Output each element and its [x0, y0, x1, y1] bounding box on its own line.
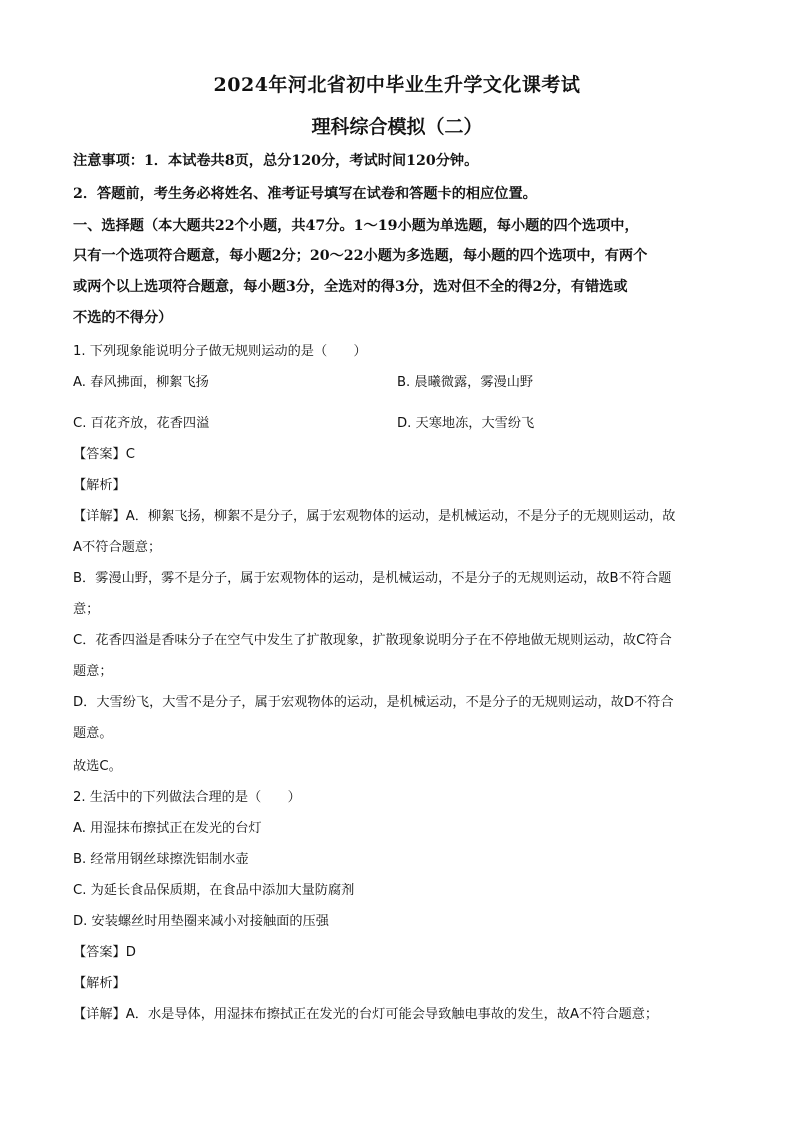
q2-option-b: B. 经常用钢丝球擦洗铝制水壶 [73, 852, 249, 867]
section-instructions-line-2: 只有一个选项符合题意，每小题2分；20～22小题为多选题，每小题的四个选项中，有两个 [73, 248, 648, 264]
q1-detail-line-3: C．花香四溢是香味分子在空气中发生了扩散现象，扩散现象说明分子在不停地做无规则运动，故C符合 [73, 633, 672, 648]
section-instructions-line-1: 一、选择题（本大题共22个小题，共47分。1～19小题为单选题，每小题的四个选项中， [73, 218, 639, 234]
q2-stem: 2. 生活中的下列做法合理的是（ ） [73, 790, 301, 805]
q1-analysis-label: 【解析】 [73, 478, 126, 493]
exam-subtitle: 理科综合模拟（二） [311, 116, 483, 138]
q2-detail-tag: 【详解】 [73, 1007, 126, 1022]
q2-option-d: D. 安装螺丝时用垫圈来减小对接触面的压强 [73, 914, 329, 929]
q1-detail-line-2: B．雾漫山野，雾不是分子，属于宏观物体的运动，是机械运动，不是分子的无规则运动，故B不符合题 [73, 571, 672, 586]
q2-detail-line-1 [73, 1003, 723, 1022]
section-instructions-line-3: 或两个以上选项符合题意，每小题3分，全选对的得3分，选对但不全的得2分，有错选或 [73, 279, 628, 295]
q2-detail-a: A．水是导体，用湿抹布擦拭正在发光的台灯可能会导致触电事故的发生，故A不符合题意； [125, 1007, 659, 1022]
q1-option-d: D. 天寒地冻，大雪纷飞 [397, 416, 535, 431]
q2-option-c: C. 为延长食品保质期，在食品中添加大量防腐剂 [73, 883, 355, 898]
q1-detail-line-2b: 意； [73, 602, 100, 617]
exam-title: 2024年河北省初中毕业生升学文化课考试 [213, 74, 581, 96]
q1-detail-a: A．柳絮飞扬，柳絮不是分子，属于宏观物体的运动，是机械运动，不是分子的无规则运动，故 [125, 509, 676, 524]
q1-detail-line-4: D．大雪纷飞，大雪不是分子，属于宏观物体的运动，是机械运动，不是分子的无规则运动，故D不符合 [73, 695, 674, 710]
q1-detail-line-4b: 题意。 [73, 726, 113, 741]
q1-detail-line-3b: 题意； [73, 664, 113, 679]
q1-option-b: B. 晨曦微露，雾漫山野 [397, 375, 534, 390]
q1-option-c: C. 百花齐放，花香四溢 [73, 416, 210, 431]
section-instructions-line-4: 不选的不得分） [73, 310, 173, 326]
notes-line-1: 注意事项：1．本试卷共8页，总分120分，考试时间120分钟。 [73, 153, 479, 169]
q2-analysis-label: 【解析】 [73, 976, 126, 991]
q1-detail-line-1b: A不符合题意； [73, 540, 162, 555]
q1-option-a: A. 春风拂面，柳絮飞扬 [73, 375, 209, 390]
q2-option-a: A. 用湿抹布擦拭正在发光的台灯 [73, 821, 262, 836]
q1-answer: 【答案】C [73, 447, 135, 462]
q1-detail-line-1 [73, 505, 723, 524]
notes-line-2: 2．答题前，考生务必将姓名、准考证号填写在试卷和答题卡的相应位置。 [73, 186, 537, 202]
q1-conclusion: 故选C。 [73, 759, 122, 774]
q2-answer: 【答案】D [73, 945, 136, 960]
q1-detail-tag: 【详解】 [73, 509, 126, 524]
q1-stem: 1. 下列现象能说明分子做无规则运动的是（ ） [73, 344, 367, 359]
